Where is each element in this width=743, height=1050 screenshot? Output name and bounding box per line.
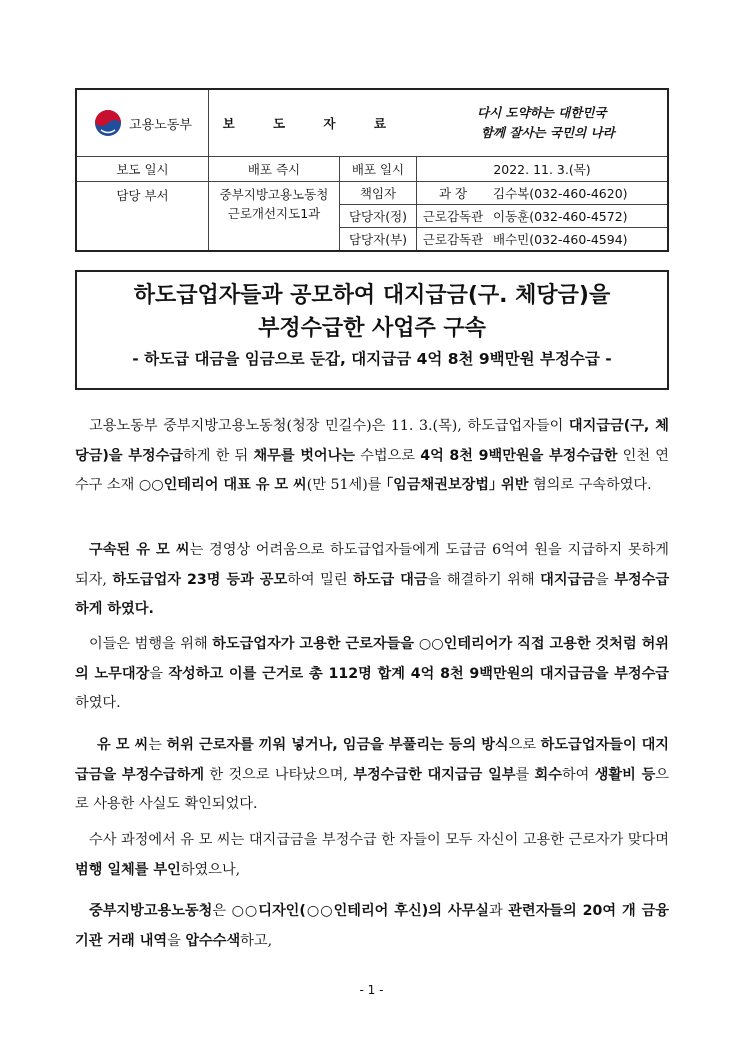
headline-line-2: 부정수급한 사업주 구속 <box>258 316 486 341</box>
contact-position: 과 장 <box>417 182 490 205</box>
paragraph-3: 이들은 범행을 위해 하도급업자가 고용한 근로자들을 ○○인테리어가 직접 고용한 것처럼 허위의 노무대장을 작성하고 이를 근거로 총 112명 합계 4억 8천 9백만원의 대지급금을 부정수급하였다. <box>75 636 669 711</box>
contact-position: 근로감독관 <box>417 205 490 228</box>
paragraph-4: 유 모 씨는 허위 근로자를 끼워 넣거나, 임금을 부풀리는 등의 방식으로 하도급업자들이 대지급금을 부정수급하게 한 것으로 나타났으며, 부정수급한 대지급금 일부를 회수하여 생활비 등으로 사용한 사실도 확인되었다. <box>75 737 670 812</box>
paragraph-2: 구속된 유 모 씨는 경영상 어려움으로 하도급업자들에게 도급금 6억여 원을 지급하지 못하게 되자, 하도급업자 23명 등과 공모하여 밀린 하도급 대금을 해결하기 위해 대지급금을 부정수급하게 하였다. <box>75 542 670 617</box>
dept-line-2: 근로개선지도1과 <box>227 206 321 221</box>
report-date-value: 배포 즉시 <box>209 157 340 182</box>
slogan-line-2: 함께 잘사는 국민의 나라 <box>480 125 615 140</box>
headline-subtitle: - 하도급 대금을 임금으로 둔갑, 대지급금 4억 8천 9백만원 부정수급 - <box>132 350 612 368</box>
paragraph-1: 고용노동부 중부지방고용노동청(청장 민길수)은 11. 3.(목), 하도급업자들이 대지급금(구, 체당금)을 부정수급하게 한 뒤 채무를 벗어나는 수법으로 4억 8천 9백만원을 부정수급한 인천 연수구 소재 ○○인테리어 대표 유 모 씨(만 51세)를 ｢임금채권보장법｣ 위반 혐의로 구속하였다. <box>75 418 669 493</box>
contact-name-phone: 이동훈(032-460-4572) <box>489 205 668 228</box>
release-date-label: 배포 일시 <box>340 157 417 182</box>
headline-box <box>75 270 669 390</box>
slogan-line-1: 다시 도약하는 대한민국 <box>477 105 607 120</box>
slogan <box>417 89 669 157</box>
dept-line-1: 중부지방고용노동청 <box>219 187 329 202</box>
contact-role: 담당자(부) <box>340 228 417 252</box>
ministry-emblem-icon <box>93 108 123 138</box>
dept-value <box>209 182 340 252</box>
doc-type-title: 보 도 자 료 <box>209 89 417 157</box>
headline-line-1: 하도급업자들과 공모하여 대지급금(구. 체당금)을 <box>133 283 611 308</box>
ministry-name: 고용노동부 <box>129 117 192 133</box>
page-number: - 1 - <box>359 983 384 997</box>
contact-position: 근로감독관 <box>417 228 490 252</box>
dept-label: 담당 부서 <box>76 182 209 252</box>
press-release-header-table <box>75 88 669 252</box>
report-date-label: 보도 일시 <box>76 157 209 182</box>
contact-name-phone: 김수복(032-460-4620) <box>489 182 668 205</box>
paragraph-6: 중부지방고용노동청은 ○○디자인(○○인테리어 후신)의 사무실과 관련자들의 20여 개 금융기관 거래 내역을 압수수색하고, <box>75 903 669 949</box>
ministry-logo-cell <box>76 89 209 157</box>
contact-role: 담당자(정) <box>340 205 417 228</box>
paragraph-5: 수사 과정에서 유 모 씨는 대지급금을 부정수급 한 자들이 모두 자신이 고용한 근로자가 맞다며 범행 일체를 부인하였으나, <box>75 832 669 878</box>
contact-role: 책임자 <box>340 182 417 205</box>
contact-name-phone: 배수민(032-460-4594) <box>489 228 668 252</box>
release-date-value: 2022. 11. 3.(목) <box>417 157 669 182</box>
